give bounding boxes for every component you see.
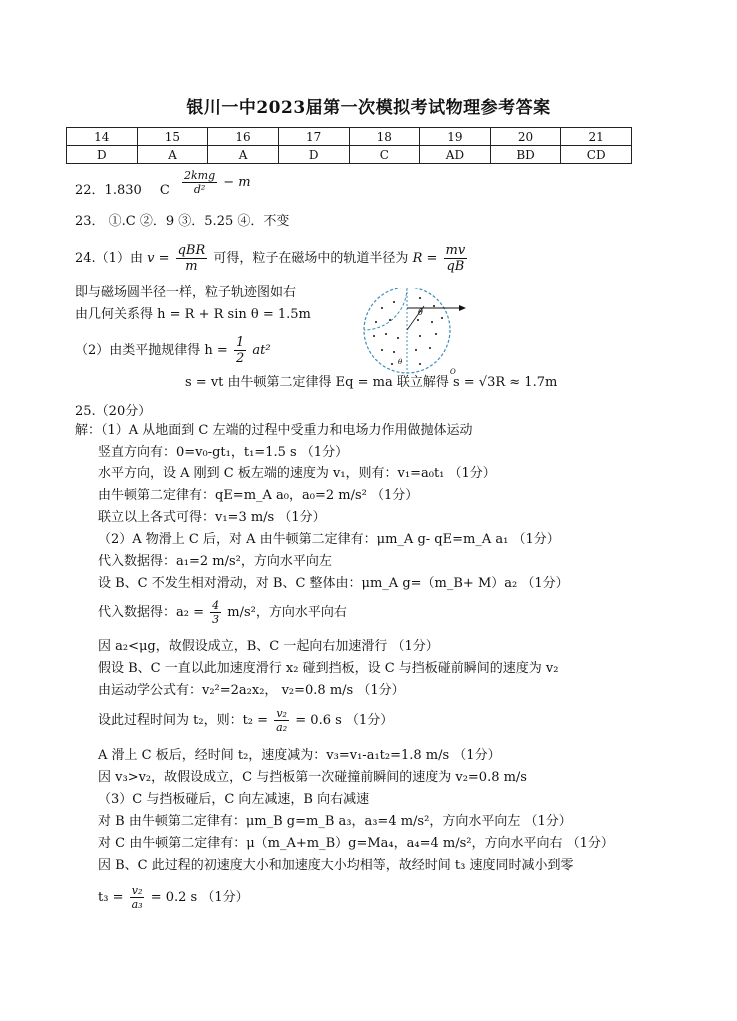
q25-line: 因 B、C 此过程的初速度大小和加速度大小均相等，故经时间 t₃ 速度同时减小到零 — [98, 858, 574, 873]
q25-t2-post: = 0.6 s （1分） — [295, 713, 394, 728]
q22-frac-num: 2kmg — [184, 169, 216, 182]
q25-t3-line — [98, 885, 249, 910]
q25-t2-den: a₂ — [276, 721, 288, 734]
q22-c: C — [159, 183, 170, 198]
answer-cell: A — [208, 146, 279, 164]
q24-v: v = — [147, 251, 170, 266]
answer-cell: AD — [420, 146, 491, 164]
theta-label: θ — [418, 308, 423, 317]
q25-line: 水平方向，设 A 刚到 C 板左端的速度为 v₁，则有：v₁=a₀t₁ （1分） — [98, 466, 496, 481]
q24-line3: 由几何关系得 h = R + R sin θ = 1.5m — [75, 307, 311, 322]
q25-a2-den: 3 — [212, 613, 220, 626]
q24-frac2-num: mv — [445, 243, 466, 258]
q25-line: 设 B、C 不发生相对滑动，对 B、C 整体由：μm_A g=（m_B+ M）a₂ （1分） — [98, 576, 569, 591]
q24-frac1-den: m — [185, 259, 198, 274]
q25-line: A 滑上 C 板后，经时间 t₂，速度减为：v₃=v₁-a₁t₂=1.8 m/s （1分） — [98, 748, 501, 763]
answer-table-answers-row — [67, 146, 632, 164]
q25-line: 代入数据得：a₁=2 m/s²，方向水平向左 — [98, 554, 332, 569]
q25-a2-post: m/s²，方向水平向右 — [227, 605, 347, 620]
q25-line: 由运动学公式有：v₂²=2a₂x₂， v₂=0.8 m/s （1分） — [98, 683, 405, 698]
q25-line: 联立以上各式可得：v₁=3 m/s （1分） — [98, 510, 326, 525]
question-number: 14 — [67, 128, 138, 146]
q25-t2-line — [98, 708, 393, 733]
answer-cell: C — [349, 146, 420, 164]
q25-line: 因 v₃>v₂，故假设成立，C 与挡板第一次碰撞前瞬间的速度为 v₂=0.8 m/s — [98, 770, 527, 785]
question-number: 20 — [490, 128, 561, 146]
q22-formula — [180, 170, 251, 195]
q22-frac-den: d² — [193, 183, 206, 196]
q25-head: 25.（20分） — [75, 404, 152, 419]
q25-t2-pre: 设此过程时间为 t₂，则：t₂ = — [98, 713, 269, 728]
q24-l4-tail: at² — [252, 343, 271, 358]
q24-frac1-num: qBR — [177, 243, 206, 258]
origin-label: O — [450, 368, 456, 376]
question-number: 17 — [278, 128, 349, 146]
q24-line2: 即与磁场圆半径一样，粒子轨迹图如右 — [75, 285, 297, 300]
q25-line: 对 C 由牛顿第二定律有：μ（m_A+m_B）g=Ma₄，a₄=4 m/s²，方向水平向右 （1分） — [98, 836, 614, 851]
q22-tail: − m — [223, 175, 251, 190]
answer-cell: A — [137, 146, 208, 164]
q25-a2-num: 4 — [212, 599, 220, 612]
q25-line: 竖直方向有：0=v₀-gt₁，t₁=1.5 s （1分） — [98, 445, 349, 460]
q25-line: 解：（1）A 从地面到 C 左端的过程中受重力和电场力作用做抛体运动 — [75, 423, 473, 438]
q24-text: 24.（1）由 — [75, 251, 143, 266]
question-number: 16 — [208, 128, 279, 146]
answer-table — [66, 127, 632, 164]
question-number: 18 — [349, 128, 420, 146]
arrow-head-icon — [459, 305, 466, 311]
trajectory-figure — [362, 288, 472, 378]
q24-line5: s = vt 由牛顿第二定律得 Eq = ma 联立解得 s = √3R ≈ 1.7m — [185, 375, 558, 390]
page-title: 银川一中2023届第一次模拟考试物理参考答案 — [186, 98, 551, 118]
q25-t3-post: = 0.2 s （1分） — [150, 890, 249, 905]
q24-R: R = — [412, 251, 438, 266]
q25-t3-num: v₂ — [131, 884, 143, 897]
q24-frac2-den: qB — [446, 259, 465, 274]
q25-line: 假设 B、C 一直以此加速度滑行 x₂ 碰到挡板，设 C 与挡板碰前瞬间的速度为 v₂ — [98, 661, 559, 676]
question-number: 15 — [137, 128, 208, 146]
q25-t2-num: v₂ — [276, 707, 287, 720]
question-number: 21 — [561, 128, 632, 146]
q24-line1 — [75, 244, 469, 273]
q25-line: （3）C 与挡板碰后，C 向左减速，B 向右减速 — [98, 792, 370, 807]
q25-line: 由牛顿第二定律有：qE=m_A a₀，a₀=2 m/s² （1分） — [98, 488, 419, 503]
q25-t3-den: a₃ — [131, 898, 143, 911]
q22-label: 22．1.830 — [75, 183, 142, 198]
trajectory-arc — [364, 288, 407, 330]
angle-label: θ — [398, 358, 403, 366]
q23-line: 23． ①.C ②．9 ③．5.25 ④．不变 — [75, 214, 290, 229]
q25-line: （2）A 物滑上 C 后，对 A 由牛顿第二定律有：μm_A g- qE=m_A a₁ （1分） — [98, 532, 560, 547]
q25-t3-pre: t₃ = — [98, 890, 124, 905]
q24-line4 — [75, 336, 271, 365]
question-number: 19 — [420, 128, 491, 146]
q25-a2-line — [98, 600, 347, 625]
q24-l4-num: 1 — [235, 335, 245, 350]
q24-text2: 可得，粒子在磁场中的轨道半径为 — [213, 251, 409, 266]
q24-l4-text: （2）由类平抛规律得 h = — [75, 343, 228, 358]
q22-line — [75, 184, 170, 199]
field-dots — [373, 297, 443, 365]
answer-cell: CD — [561, 146, 632, 164]
answer-cell: BD — [490, 146, 561, 164]
answer-table-numbers-row — [67, 128, 632, 146]
q25-line: 对 B 由牛顿第二定律有：μm_B g=m_B a₃，a₃=4 m/s²，方向水平向左 （1分） — [98, 814, 572, 829]
q24-l4-den: 2 — [235, 351, 245, 366]
answer-cell: D — [67, 146, 138, 164]
q25-line: 因 a₂<μg，故假设成立，B、C 一起向右加速滑行 （1分） — [98, 639, 439, 654]
answer-cell: D — [278, 146, 349, 164]
q25-a2-pre: 代入数据得：a₂ = — [98, 605, 204, 620]
